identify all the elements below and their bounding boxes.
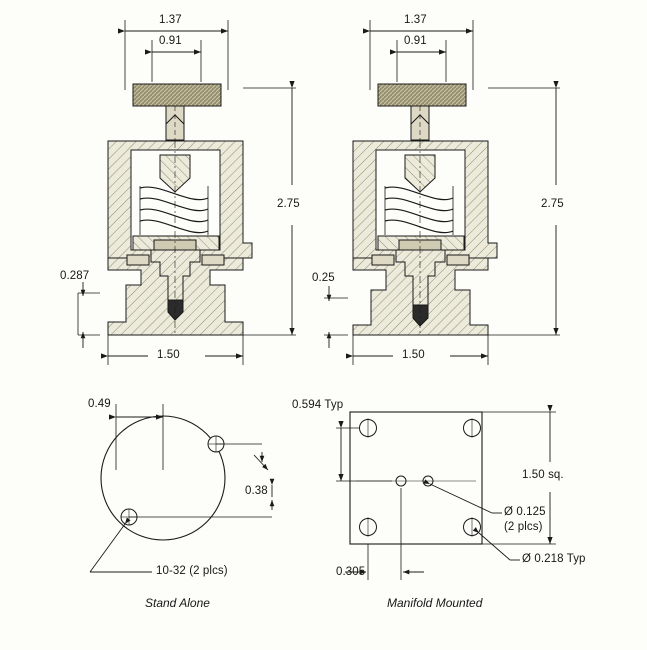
dim-manifold-typ-spacing: 0.594 Typ xyxy=(292,399,344,411)
caption-manifold-mounted: Manifold Mounted xyxy=(387,596,483,610)
dim-manifold-base-height: 0.25 xyxy=(312,272,335,284)
dim-manifold-x-offset: 0.305 xyxy=(336,566,366,578)
note-small-hole: Ø 0.125 xyxy=(504,506,546,518)
dim-manifold-top-outer: 1.37 xyxy=(404,14,427,26)
stand-alone-section-view xyxy=(78,20,296,365)
manifold-section-view xyxy=(324,20,560,365)
note-large-hole: Ø 0.218 Typ xyxy=(522,553,586,565)
dim-manifold-height: 2.75 xyxy=(541,198,564,210)
dim-manifold-width: 1.50 xyxy=(402,349,425,361)
dim-stand-alone-top-outer: 1.37 xyxy=(159,14,182,26)
dim-manifold-square: 1.50 sq. xyxy=(522,469,564,481)
caption-stand-alone: Stand Alone xyxy=(145,596,210,610)
dim-stand-alone-base-height: 0.287 xyxy=(60,270,90,282)
dim-stand-alone-top-inner: 0.91 xyxy=(159,35,182,47)
dim-stand-alone-height: 2.75 xyxy=(277,198,300,210)
dim-manifold-top-inner: 0.91 xyxy=(404,35,427,47)
dim-bottom-hole-offset: 0.49 xyxy=(88,398,111,410)
dim-stand-alone-width: 1.50 xyxy=(157,349,180,361)
note-small-hole-qty: (2 plcs) xyxy=(504,521,543,533)
dim-bottom-hole-offset2: 0.38 xyxy=(245,485,268,497)
note-thread: 10-32 (2 plcs) xyxy=(156,565,228,577)
